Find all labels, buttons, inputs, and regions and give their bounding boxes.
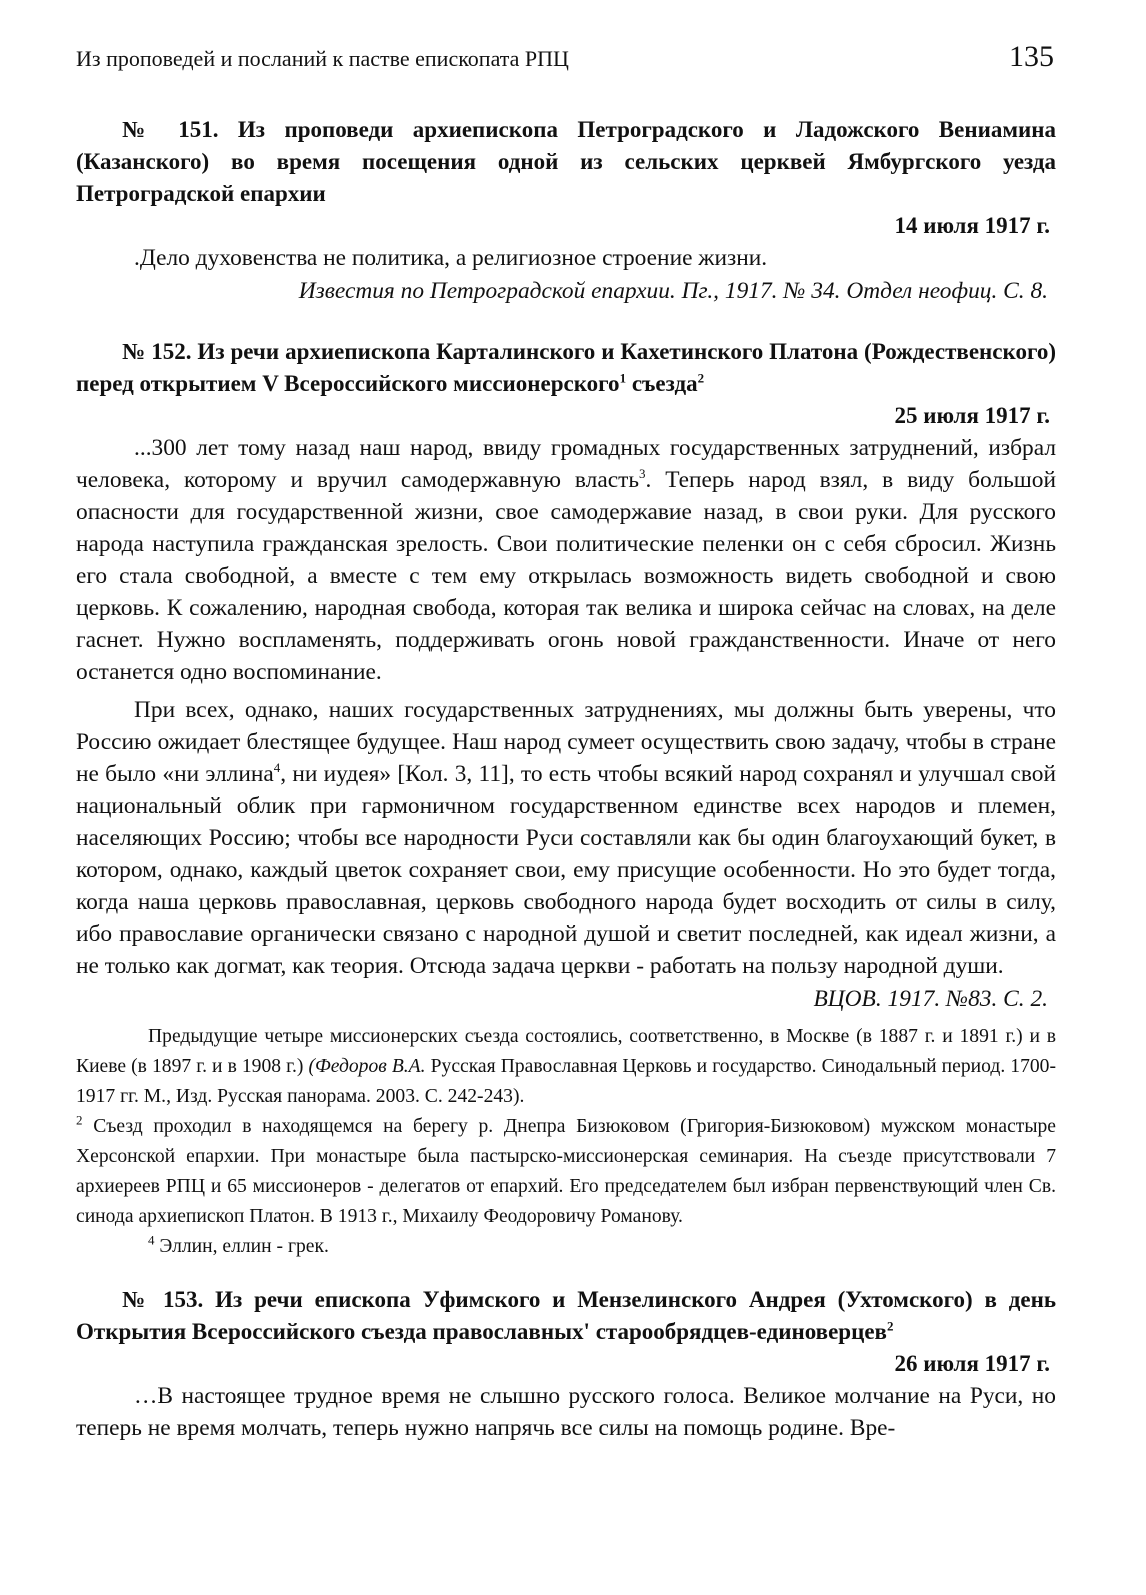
doc-152-p1-text-cont: . Теперь народ взял, в виду большой опасности для государственной жизни, свое самодержавие назад, в свои руки. Для русского народа наступила гражданская зрелость. Свои политические пеленки он с себя сбросил. Жизнь его стала свободной, а вместе с тем ему открылась возможность видеть свободной и свою церковь. К сожалению, народная свобода, которая так велика и широка сейчас на словах, на деле гаснет. Нужно воспламенять, поддерживать огонь новой гражданственности. Иначе от него останется одно воспоминание. [76, 467, 1056, 685]
footnote-ref-2b: 2 [886, 1318, 894, 1334]
doc-151-text: .Дело духовенства не политика, а религиозное строение жизни. [134, 245, 768, 271]
footnote-ref-4: 4 [273, 760, 281, 776]
doc-152-heading-text: № 152. Из речи архиепископа Карталинского и Кахетинского Платона (Рождественского) перед открытием V Всероссийского миссионерского [76, 339, 1056, 396]
footnote-1-text-cont: Русская Православная Церковь и государство. Синодальный период. 1700-1917 гг. М., Изд. Русская панорама. 2003. С. 242-243). [76, 1056, 1056, 1107]
footnotes [76, 1022, 1056, 1262]
doc-152-p1-text: ...300 лет тому назад наш народ, ввиду громадных государственных затруднений, избрал человека, которому и вручил самодержавную власть [76, 435, 1056, 493]
document-152 [76, 336, 1056, 1016]
document-151 [76, 114, 1056, 308]
doc-152-heading [76, 336, 1056, 400]
doc-151-source: Известия по Петроградской епархии. Пг., 1917. № 34. Отдел неофиц. С. 8. [298, 278, 1048, 304]
doc-152-date: 25 июля 1917 г. [894, 403, 1050, 428]
doc-152-heading-text-end: съезда [626, 371, 698, 396]
doc-151-heading: № 151. Из проповеди архиепископа Петроградского и Ладожского Вениамина (Казанского) во время посещения одной из сельских церквей Ямбургского уезда Петроградской епархии [76, 117, 1056, 206]
doc-153-heading-text: № 153. Из речи епископа Уфимского и Мензелинского Андрея (Ухтомского) в день Открытия Всероссийского съезда православных' старообрядцев-единоверцев [76, 1287, 1056, 1344]
footnote-1-author: (Федоров В.А. [308, 1056, 426, 1077]
running-head [76, 40, 1056, 86]
doc-153-date: 26 июля 1917 г. [894, 1351, 1050, 1376]
doc-152-source: ВЦОВ. 1917. №83. С. 2. [813, 986, 1048, 1012]
footnote-4-number: 4 [148, 1232, 155, 1248]
document-153 [76, 1284, 1056, 1444]
footnote-4 [76, 1232, 1056, 1262]
doc-152-p2-text-cont: , ни иудея» [Кол. 3, 11], то есть чтобы всякий народ сохранял и улучшал свой национальный облик при гармоничном государственном единстве всех народов и племен, населяющих Россию; чтобы все народности Руси составляли как бы один благоухающий букет, в котором, однако, каждый цветок сохраняет свои, ему присущие особенности. Но это будет тогда, когда наша церковь православная, церковь свободного народа будет восходить от силы в силу, ибо православие органически связано с народной душой и светит последней, как идеал жизни, а не только как догмат, как теория. Отсюда задача церкви - работать на пользу народной души. [76, 761, 1056, 979]
doc-153-heading [76, 1284, 1056, 1348]
footnote-4-text: Эллин, еллин - грек. [154, 1236, 329, 1257]
footnote-1-text: Предыдущие четыре миссионерских съезда состоялись, соответственно, в Москве (в 1887 г. и 1891 г.) и в Киеве (в 1897 г. и в 1908 г.) [76, 1026, 1056, 1077]
doc-152-paragraph-1 [76, 432, 1056, 688]
doc-153-paragraph-1: …В настоящее трудное время не слышно русского голоса. Великое молчание на Руси, но теперь не время молчать, теперь нужно напрячь все силы на помощь родине. Вре- [76, 1383, 1056, 1441]
footnote-ref-3: 3 [639, 466, 646, 482]
footnote-1 [76, 1022, 1056, 1112]
footnote-2-text: Съезд проходил в находящемся на берегу р. Днепра Бизюковом (Григория-Бизюковом) мужском монастыре Херсонской епархии. При монастыре была пастырско-миссионерская семинария. На съезде присутствовали 7 архиереев РПЦ и 65 миссионеров - делегатов от епархий. Его председателем был избран первенствующий член Св. синода архиепископ Платон. В 1913 г., Михаилу Феодоровичу Романову. [76, 1116, 1056, 1227]
footnote-2 [76, 1112, 1056, 1232]
doc-152-p2-text: При всех, однако, наших государственных затруднениях, мы должны быть уверены, что Россию ожидает блестящее будущее. Наш народ сумеет осуществить свою задачу, чтобы в стране не было «ни эллина [76, 697, 1056, 787]
page-number: 135 [1009, 40, 1054, 73]
doc-151-date: 14 июля 1917 г. [894, 213, 1050, 238]
document-page [76, 40, 1056, 1444]
footnote-ref-2: 2 [697, 370, 705, 386]
footnote-2-number: 2 [76, 1112, 83, 1128]
footnote-ref-1: 1 [619, 370, 627, 386]
doc-152-paragraph-2 [76, 694, 1056, 982]
running-title: Из проповедей и посланий к пастве епископата РПЦ [76, 46, 569, 71]
